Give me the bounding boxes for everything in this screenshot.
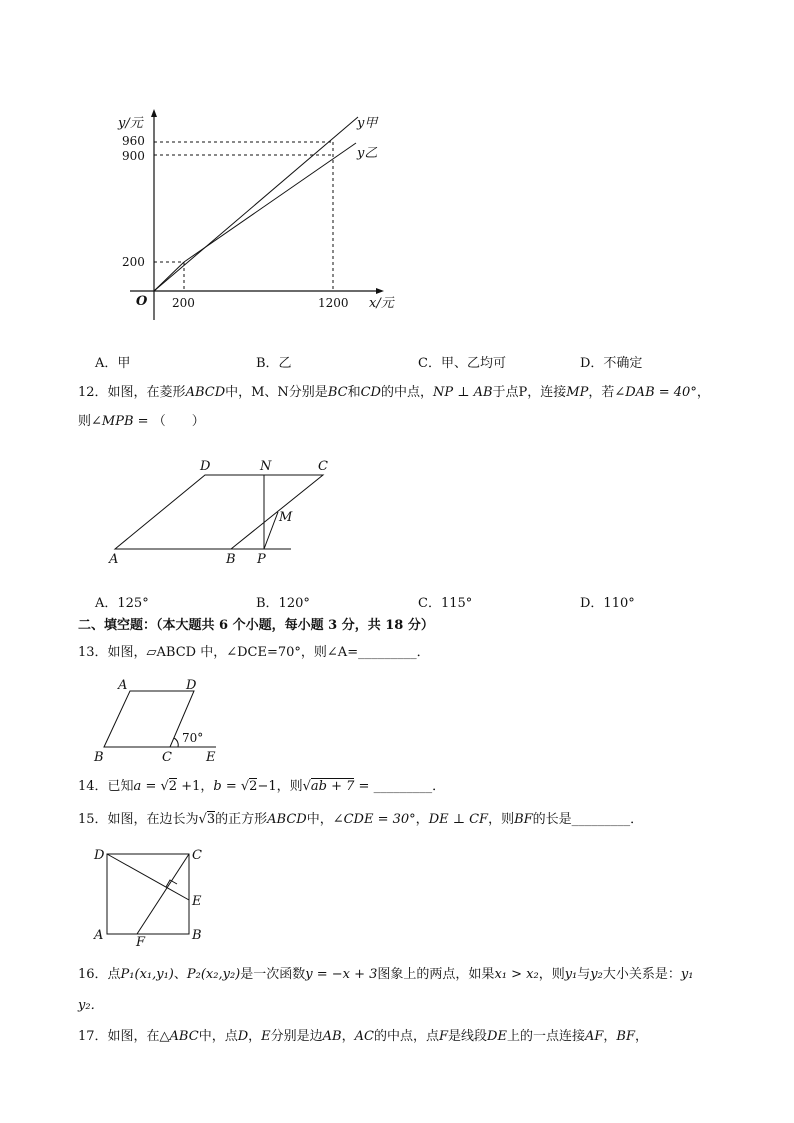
q16-text: 图象上的两点，如果 bbox=[377, 967, 495, 982]
q16-text: 大小关系是： bbox=[602, 967, 681, 982]
q17-text: 的中点，点 bbox=[373, 1029, 439, 1044]
q14-text: = bbox=[141, 779, 161, 794]
y-tick-200: 200 bbox=[122, 255, 145, 269]
line-jia-label: y甲 bbox=[357, 116, 378, 131]
q12-label-n: N bbox=[260, 459, 272, 474]
price-comparison-graph bbox=[100, 105, 420, 330]
q12-text: 的中点， bbox=[380, 385, 433, 400]
q12-label-a: A bbox=[109, 552, 119, 567]
q12-option-a: A．125° bbox=[95, 596, 149, 611]
q15-sqrt-sign: √ bbox=[198, 812, 207, 827]
q16-condition: x₁ > x₂ bbox=[494, 967, 539, 982]
q15-label-f: F bbox=[136, 935, 146, 950]
q17-text: ， bbox=[635, 1029, 649, 1044]
q12-text: 则 bbox=[78, 414, 92, 429]
q15-text: 的正方形 bbox=[215, 812, 268, 827]
q17-ab: AB bbox=[322, 1029, 342, 1044]
q12-label-c: C bbox=[318, 459, 328, 474]
q13-label-d: D bbox=[186, 678, 197, 693]
q17-text: 上的一点连接 bbox=[506, 1029, 585, 1044]
q17-e: E bbox=[261, 1029, 271, 1044]
q16-function: y = −x + 3 bbox=[305, 967, 378, 982]
q15-label-d: D bbox=[94, 848, 105, 863]
q15-label-b: B bbox=[192, 928, 202, 943]
q16-text: 16．点 bbox=[78, 967, 121, 982]
q17-af: AF bbox=[584, 1029, 604, 1044]
q17-text: ， bbox=[341, 1029, 355, 1044]
q12-line1 bbox=[78, 384, 710, 402]
q16-text: 是一次函数 bbox=[240, 967, 306, 982]
q14-sqrt-sign: √ bbox=[302, 779, 311, 794]
q12-mp: MP bbox=[566, 385, 589, 400]
q17-text: 17．如图，在 bbox=[78, 1029, 160, 1044]
section2-heading: 二、填空题：（本大题共 6 个小题，每小题 3 分，共 18 分） bbox=[78, 618, 434, 633]
q15-answer-blank[interactable]: _________ bbox=[571, 812, 631, 827]
q15-line bbox=[78, 811, 643, 829]
y-axis-label: y/元 bbox=[118, 116, 143, 131]
q12-text: 中，M、N分别是 bbox=[225, 385, 328, 400]
origin-label: O bbox=[136, 294, 148, 309]
q13-label-c: C bbox=[162, 750, 172, 765]
q14-var-b: b bbox=[213, 779, 222, 794]
q14-sqrt2b: 2 bbox=[249, 779, 258, 794]
y-tick-960: 960 bbox=[122, 134, 145, 148]
q14-line bbox=[78, 778, 445, 796]
q14-end: ． bbox=[432, 779, 446, 794]
q12-number: 12． bbox=[78, 385, 108, 400]
q12-label-d: D bbox=[200, 459, 211, 474]
q14-text: 14．已知 bbox=[78, 779, 134, 794]
q14-text: +1， bbox=[177, 779, 214, 794]
q14-text: = bbox=[221, 779, 241, 794]
q11-option-b: B．乙 bbox=[256, 356, 292, 371]
q15-text: ，则 bbox=[488, 812, 515, 827]
q14-sqrt-sign: √ bbox=[240, 779, 250, 794]
q15-text: 15．如图，在边长为 bbox=[78, 812, 199, 827]
q16-text: ，则 bbox=[538, 967, 565, 982]
q17-line bbox=[78, 1028, 648, 1046]
q15-abcd: ABCD bbox=[267, 812, 307, 827]
q14-sqrt-sign: √ bbox=[160, 779, 169, 794]
q14-sqrt2: 2 bbox=[168, 779, 178, 794]
q13-label-a: A bbox=[118, 678, 128, 693]
q15-text: 中， bbox=[306, 812, 333, 827]
q17-ac: AC bbox=[354, 1029, 374, 1044]
q17-text: 分别是边 bbox=[270, 1029, 323, 1044]
q12-abcd: ABCD bbox=[185, 385, 226, 400]
q13-text: 13．如图，▱ABCD 中，∠DCE=70°，则∠A= bbox=[78, 645, 359, 660]
q16-p2: P₂(x₂,y₂) bbox=[186, 967, 241, 982]
q12-text: 和 bbox=[347, 385, 361, 400]
q17-text: 是线段 bbox=[448, 1029, 488, 1044]
q12-bc: BC bbox=[327, 385, 348, 400]
q15-label-c: C bbox=[192, 848, 202, 863]
line-jia bbox=[154, 117, 358, 291]
q16-text: 与 bbox=[577, 967, 591, 982]
q13-angle-label: 70° bbox=[182, 731, 204, 745]
q15-sqrt3: 3 bbox=[206, 812, 216, 827]
q12-text: ，若 bbox=[588, 385, 615, 400]
x-tick-200: 200 bbox=[172, 296, 195, 310]
q12-angle-dab: ∠DAB = 40° bbox=[614, 385, 697, 400]
q17-text: ， bbox=[603, 1029, 617, 1044]
q12-text: 于点P，连接 bbox=[492, 385, 567, 400]
q15-angle-cde: ∠CDE = 30° bbox=[332, 812, 416, 827]
line-yi bbox=[154, 262, 184, 291]
q14-text: = bbox=[354, 779, 374, 794]
q15-end: ． bbox=[630, 812, 644, 827]
q16-text: 、 bbox=[173, 967, 187, 982]
q17-de: DE bbox=[487, 1029, 507, 1044]
q15-bf: BF bbox=[514, 812, 533, 827]
q17-d: D bbox=[237, 1029, 249, 1044]
q14-var-a: a bbox=[133, 779, 142, 794]
q12-option-c: C．115° bbox=[418, 596, 473, 611]
q12-angle-mpb: ∠MPB bbox=[91, 414, 134, 429]
q13-parallelogram-figure bbox=[88, 675, 228, 765]
q12-np-ab: NP ⊥ AB bbox=[432, 385, 493, 400]
q15-de-cf: DE ⊥ CF bbox=[428, 812, 489, 827]
q16-p1: P₁(x₁,y₁) bbox=[120, 967, 174, 982]
x-tick-1200: 1200 bbox=[318, 296, 349, 310]
q15-label-a: A bbox=[94, 928, 104, 943]
q16-y1b: y₁ bbox=[680, 967, 694, 982]
q16-line2: y₂． bbox=[78, 998, 104, 1013]
q12-rhombus-figure bbox=[105, 455, 340, 570]
q12-cd: CD bbox=[360, 385, 381, 400]
y-tick-900: 900 bbox=[122, 149, 145, 163]
q15-label-e: E bbox=[192, 894, 202, 909]
q13-label-b: B bbox=[94, 750, 104, 765]
q13-line bbox=[78, 644, 430, 662]
q12-option-d: D．110° bbox=[580, 596, 635, 611]
q11-option-c: C．甲、乙均可 bbox=[418, 356, 506, 371]
x-axis-label: x/元 bbox=[369, 296, 394, 311]
q12-line2 bbox=[78, 413, 205, 431]
q13-label-e: E bbox=[206, 750, 216, 765]
q14-text: −1，则 bbox=[257, 779, 303, 794]
q12-option-b: B．120° bbox=[256, 596, 310, 611]
q12-label-b: B bbox=[226, 552, 236, 567]
q17-triangle: △ABC bbox=[159, 1029, 199, 1044]
q17-text: 中，点 bbox=[198, 1029, 238, 1044]
q14-answer-blank[interactable]: _________ bbox=[373, 779, 433, 794]
line-yi-label: y乙 bbox=[357, 146, 378, 161]
q15-text: 的长是 bbox=[532, 812, 572, 827]
q11-option-d: D．不确定 bbox=[580, 356, 643, 371]
q12-label-m: M bbox=[279, 510, 293, 525]
q16-y2: y₂ bbox=[590, 967, 603, 982]
q11-option-a: A．甲 bbox=[95, 356, 131, 371]
q15-square-figure bbox=[88, 842, 218, 952]
q13-end: ． bbox=[416, 645, 430, 660]
q16-line1 bbox=[78, 966, 693, 984]
q12-text: ， bbox=[696, 385, 710, 400]
q14-radicand: ab + 7 bbox=[310, 779, 355, 794]
q17-bf: BF bbox=[616, 1029, 635, 1044]
q12-text: 如图，在菱形 bbox=[107, 385, 186, 400]
q16-y1: y₁ bbox=[564, 967, 578, 982]
q17-f: F bbox=[439, 1029, 449, 1044]
q12-label-p: P bbox=[257, 552, 266, 567]
q17-text: ， bbox=[248, 1029, 262, 1044]
q13-answer-blank[interactable]: _________ bbox=[358, 645, 417, 660]
q12-text: = （ ） bbox=[133, 414, 205, 429]
q15-text: ， bbox=[415, 812, 429, 827]
